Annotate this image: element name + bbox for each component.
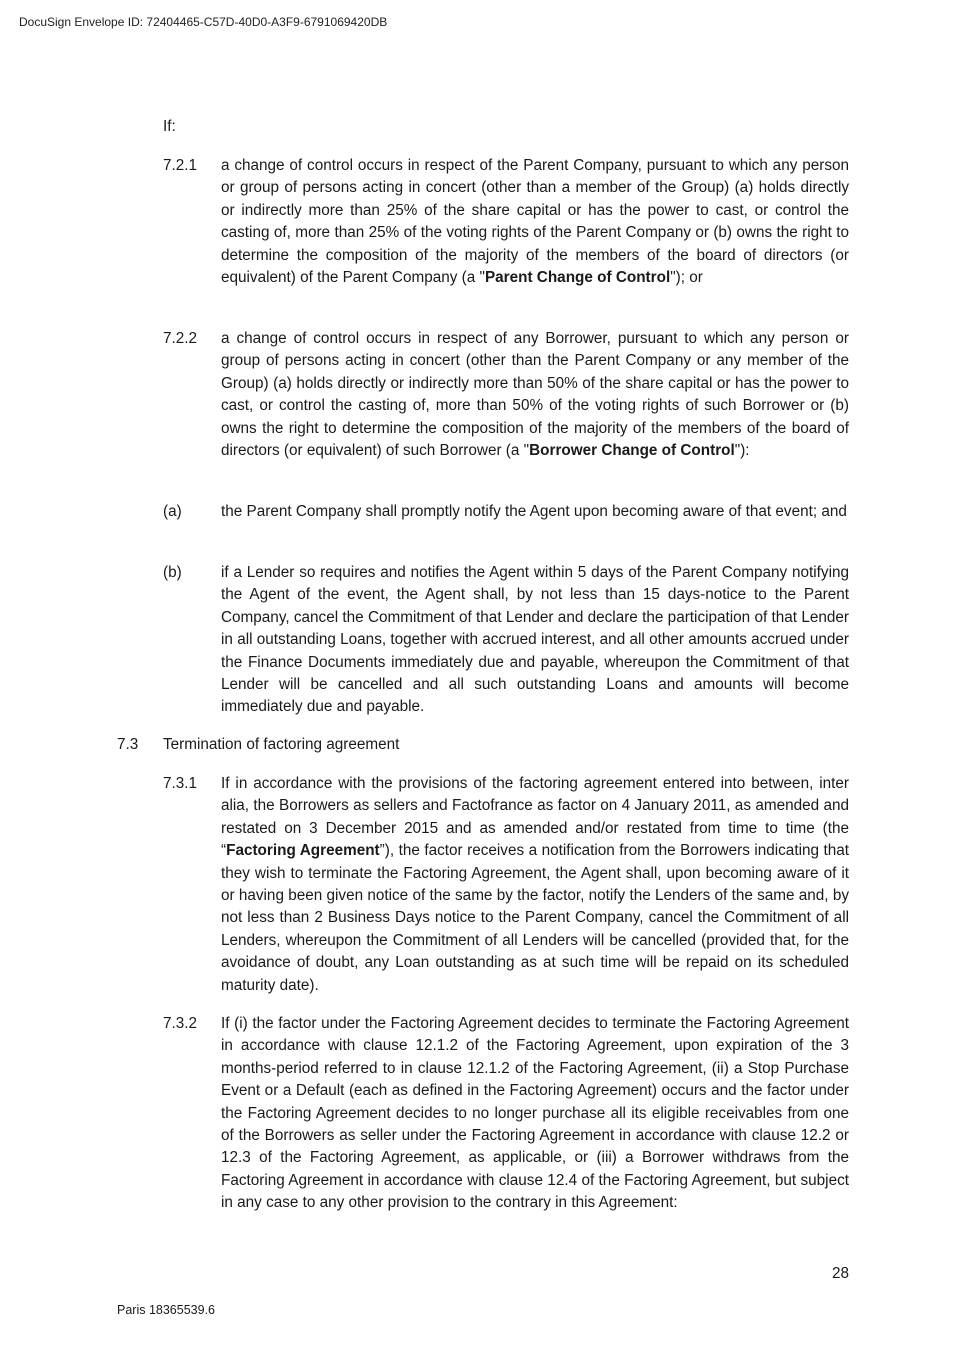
document-reference: Paris 18365539.6 (117, 1303, 215, 1317)
clause-text (221, 155, 849, 289)
clause-text-part: ”), the factor receives a notification from the Borrowers indicating that they wish to terminate the Factoring Agreement, the Agent shall, upon becoming aware of it or having been given notice of the same by the factor, notify the Lenders of the same and, by not less than 2 Business Days notice to the Parent Company, cancel the Commitment of all Lenders, whereupon the Commitment of all Lenders will be cancelled (provided that, for the avoidance of doubt, any Loan outstanding as at such time will be repaid on its scheduled maturity date). (221, 842, 850, 994)
intro-text: If: (163, 118, 176, 135)
defined-term: Parent Change of Control (484, 269, 671, 287)
clause-number: 7.2.2 (163, 330, 198, 347)
defined-term: Borrower Change of Control (529, 442, 735, 460)
clause-heading: Termination of factoring agreement (163, 736, 400, 753)
clause-number: 7.3.2 (163, 1015, 198, 1032)
page-number: 28 (831, 1265, 849, 1282)
clause-number: (a) (163, 503, 182, 520)
clause-text: the Parent Company shall promptly notify the Agent upon becoming aware of that event; and (221, 503, 847, 520)
defined-term: Factoring Agreement (226, 842, 380, 860)
docusign-envelope-id: DocuSign Envelope ID: 72404465-C57D-40D0-A3F9-6791069420DB (19, 15, 388, 29)
clause-text (221, 328, 849, 462)
clause-number: 7.2.1 (163, 157, 198, 174)
clause-number: (b) (163, 564, 182, 581)
clause-number: 7.3.1 (163, 775, 198, 792)
clause-text: if a Lender so requires and notifies the Agent within 5 days of the Parent Company notifying the Agent of the event, the Agent shall, by not less than 15 days-notice to the Parent Company, cancel the Commitment of that Lender and declare the participation of that Lender in all outstanding Loans, together with accrued interest, and all other amounts accrued under the Finance Documents immediately due and payable, whereupon the Commitment of that Lender will be cancelled and all such outstanding Loans and amounts will become immediately due and payable. (221, 564, 849, 716)
clause-text (221, 773, 849, 997)
clause-text-part: a change of control occurs in respect of the Parent Company, pursuant to which any person or group of persons acting in concert (other than a member of the Group) (a) holds directly or indirectly more than 25% of the share capital or has the power to cast, or control the casting of, more than 25% of the voting rights of the Parent Company or (b) owns the right to determine the composition of the majority of the members of the board of directors (or equivalent) of the Parent Company (a " (221, 157, 849, 287)
clause-text: If (i) the factor under the Factoring Agreement decides to terminate the Factoring Agreement in accordance with clause 12.1.2 of the Factoring Agreement, upon expiration of the 3 months-period referred to in clause 12.1.2 of the Factoring Agreement, (ii) a Stop Purchase Event or a Default (each as defined in the Factoring Agreement) occurs and the factor under the Factoring Agreement decides to no longer purchase all its eligible receivables from one of the Borrowers as seller under the Factoring Agreement in accordance with clause 12.2 or 12.3 of the Factoring Agreement, as applicable, or (iii) a Borrower withdraws from the Factoring Agreement in accordance with clause 12.4 of the Factoring Agreement, but subject in any case to any other provision to the contrary in this Agreement: (221, 1015, 849, 1212)
clause-text-part: "); or (670, 269, 703, 287)
clause-text-part: If in accordance with the provisions of the factoring agreement entered into between, inter alia, the Borrowers as sellers and Factofrance as factor on 4 January 2011, as amended and restated on 3 December 2015 and as amended and/or restated from time to time (the “ (221, 775, 849, 860)
clause-number: 7.3 (117, 736, 139, 753)
clause-text-part: a change of control occurs in respect of any Borrower, pursuant to which any person or group of persons acting in concert (other than the Parent Company or any member of the Group) (a) holds directly or indirectly more than 50% of the share capital or has the power to cast, or control the casting of, more than 50% of the voting rights of such Borrower or (b) owns the right to determine the composition of the majority of the members of the board of directors (or equivalent) of such Borrower (a " (221, 330, 849, 460)
clause-text-part: "): (734, 442, 750, 460)
